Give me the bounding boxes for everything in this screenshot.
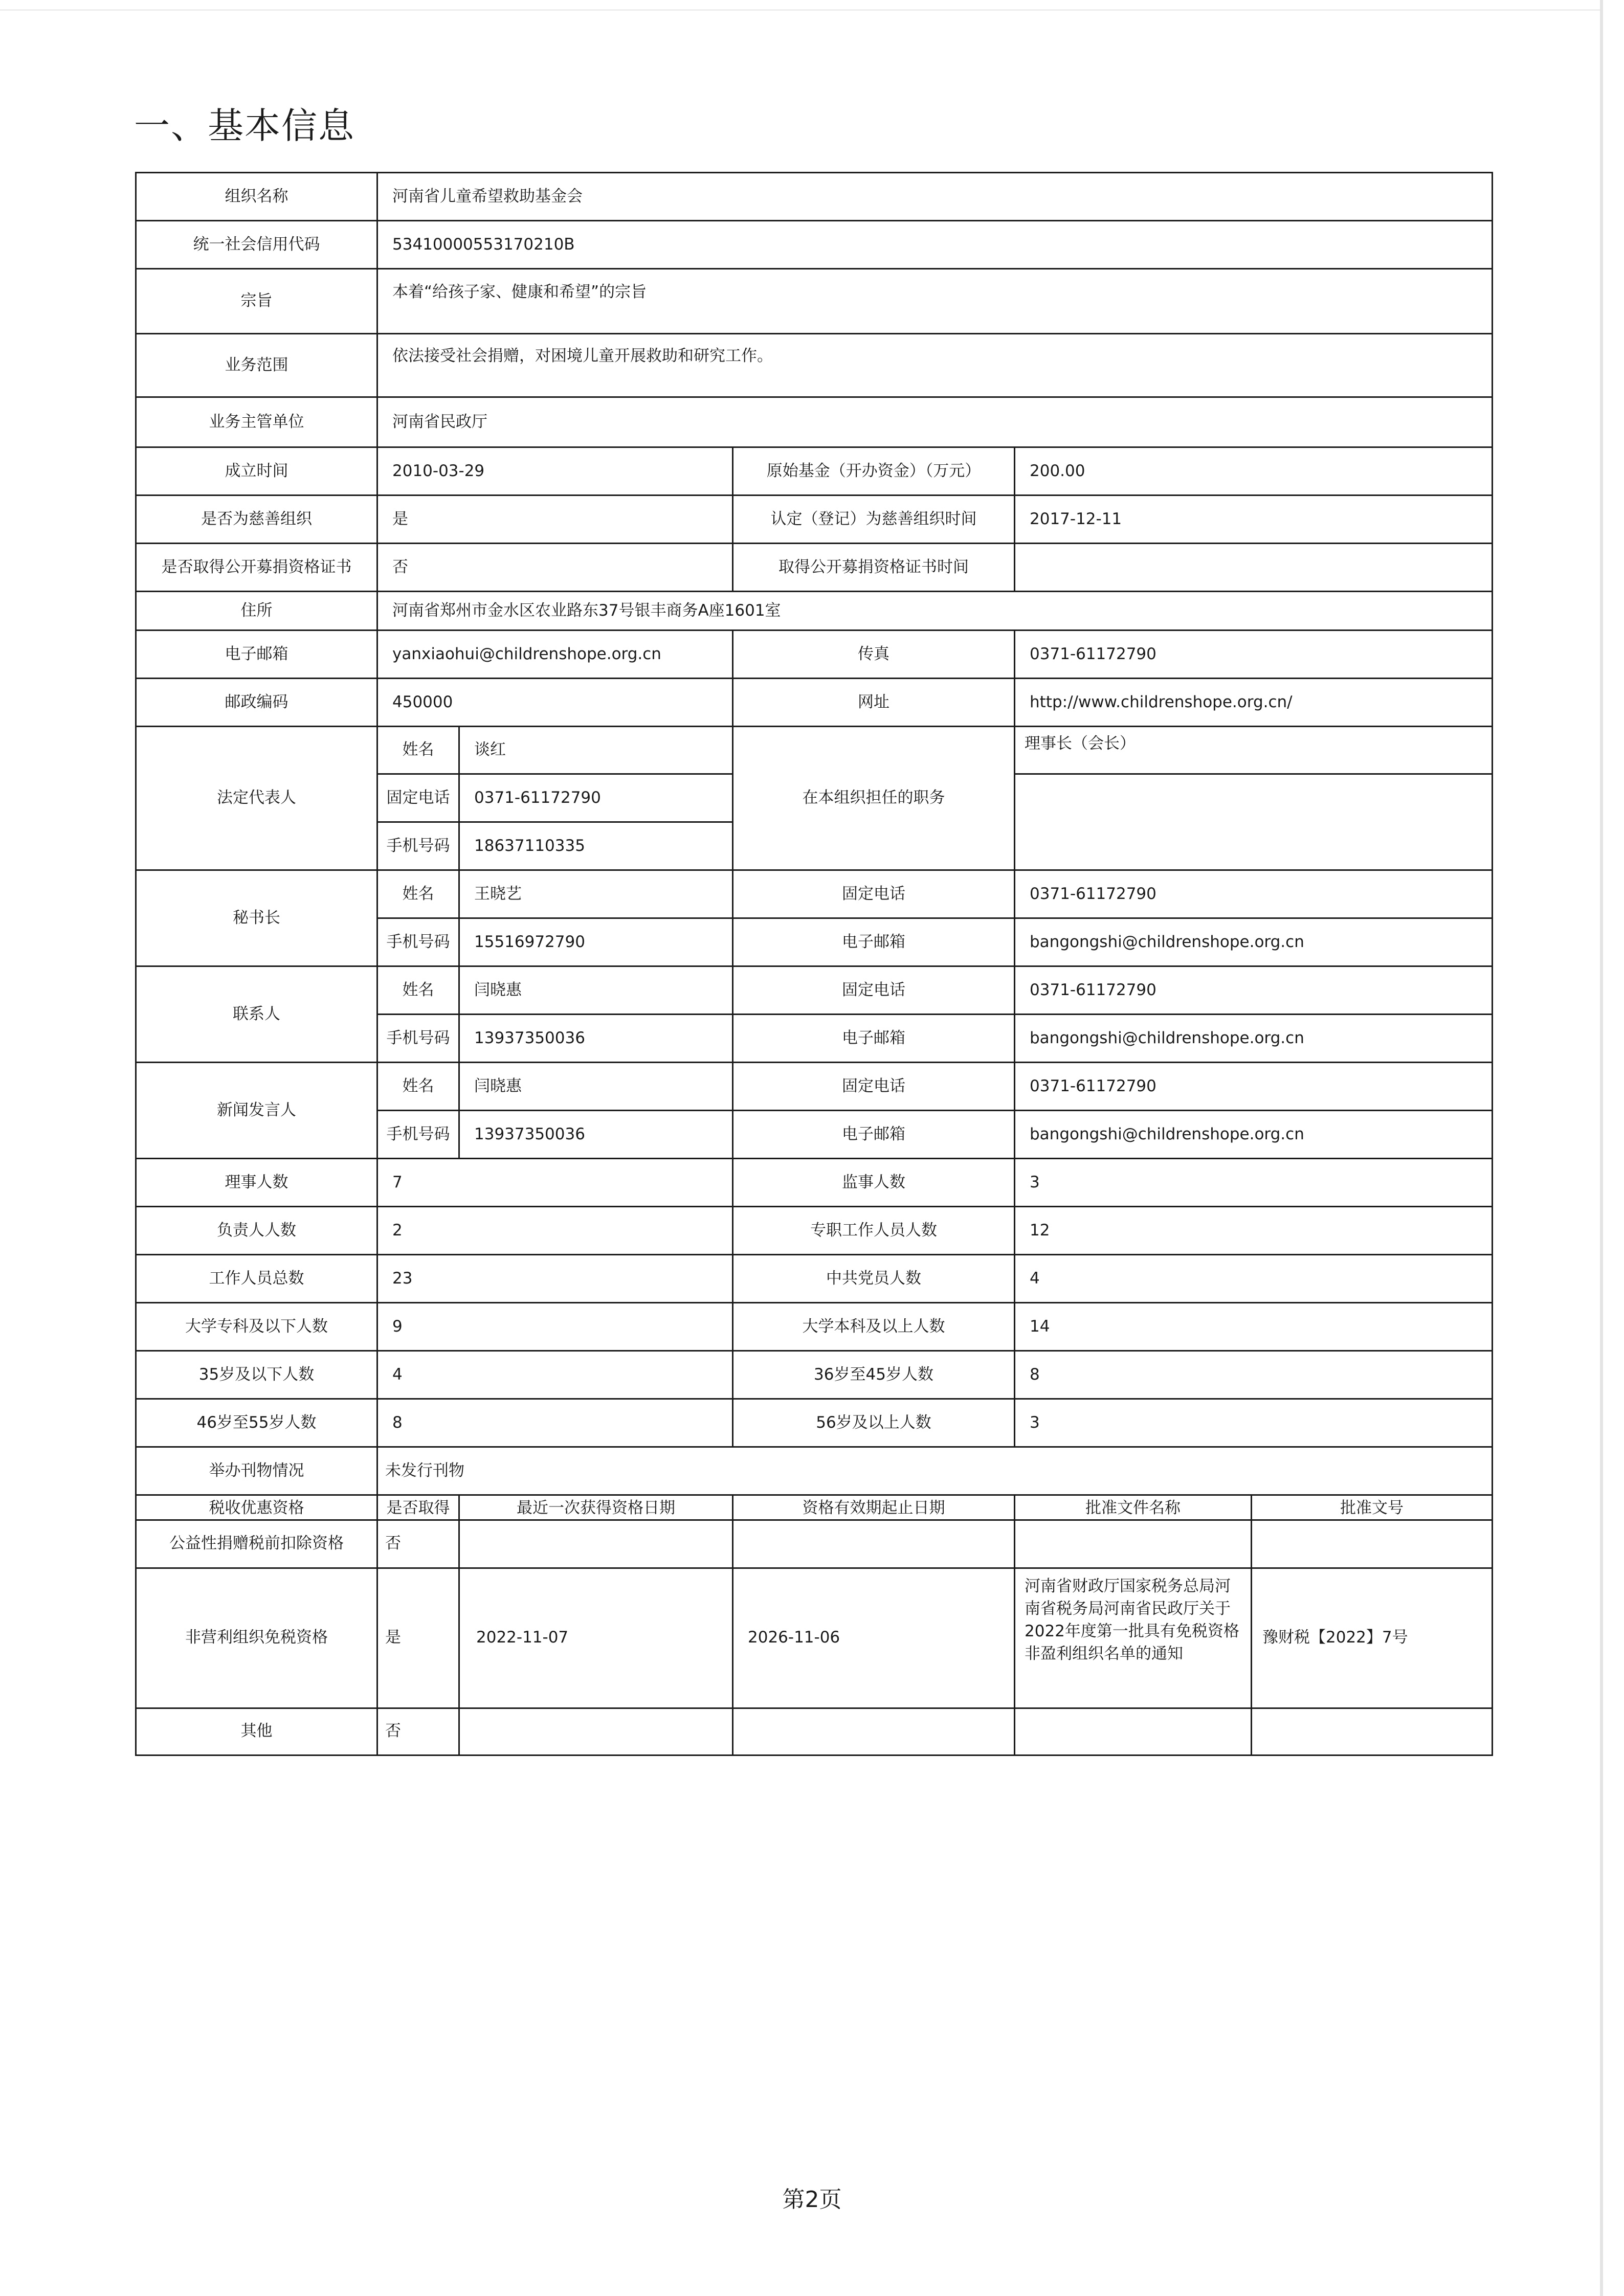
value-spokesperson-name: 闫晓惠 (459, 1063, 733, 1111)
row-secretary-1 (136, 870, 1493, 918)
value-fundraising-cert-date (1015, 544, 1493, 592)
label-legal-rep-landline: 固定电话 (377, 774, 459, 822)
value-pretax-approval-doc (1015, 1520, 1252, 1568)
value-age-36-45: 8 (1015, 1351, 1493, 1399)
value-exempt-validity-end: 2026-11-06 (733, 1568, 1015, 1708)
value-website: http://www.childrenshope.org.cn/ (1015, 679, 1493, 727)
row-other (136, 1708, 1493, 1755)
value-contact-mobile: 13937350036 (459, 1015, 733, 1063)
value-email: yanxiaohui@childrenshope.org.cn (377, 631, 733, 679)
row-credit-code (136, 221, 1493, 269)
value-legal-rep-mobile: 18637110335 (459, 822, 733, 870)
value-supervisor: 河南省民政厅 (377, 397, 1493, 447)
label-original-fund: 原始基金（开办资金）（万元） (733, 447, 1015, 496)
row-nonprofit-exempt (136, 1568, 1493, 1708)
row-age-1 (136, 1351, 1493, 1399)
label-nonprofit-exempt: 非营利组织免税资格 (136, 1568, 377, 1708)
label-spokesperson-email: 电子邮箱 (733, 1111, 1015, 1159)
row-total-staff (136, 1255, 1493, 1303)
label-business-scope: 业务范围 (136, 334, 377, 397)
label-leaders: 负责人人数 (136, 1207, 377, 1255)
value-pretax-obtained: 否 (377, 1520, 459, 1568)
value-pretax-validity-end (733, 1520, 1015, 1568)
value-total-staff: 23 (377, 1255, 733, 1303)
label-email: 电子邮箱 (136, 631, 377, 679)
value-supervisors: 3 (1015, 1159, 1493, 1207)
label-is-charity: 是否为慈善组织 (136, 496, 377, 544)
label-address: 住所 (136, 592, 377, 631)
label-tax-qualification: 税收优惠资格 (136, 1495, 377, 1520)
value-purpose: 本着“给孩子家、健康和希望”的宗旨 (377, 269, 1493, 334)
value-age-56-above: 3 (1015, 1399, 1493, 1447)
value-publications: 未发行刊物 (377, 1447, 1493, 1495)
row-tax-header (136, 1495, 1493, 1520)
value-age-46-55: 8 (377, 1399, 733, 1447)
value-credit-code: 53410000553170210B (377, 221, 1493, 269)
basic-info-table (135, 172, 1493, 1756)
value-contact-landline: 0371-61172790 (1015, 966, 1493, 1015)
value-org-name: 河南省儿童希望救助基金会 (377, 173, 1493, 221)
value-leaders: 2 (377, 1207, 733, 1255)
label-secretary-landline: 固定电话 (733, 870, 1015, 918)
value-spokesperson-mobile: 13937350036 (459, 1111, 733, 1159)
scan-edge-top (0, 9, 1600, 11)
label-age-46-55: 46岁至55岁人数 (136, 1399, 377, 1447)
label-legal-rep-mobile: 手机号码 (377, 822, 459, 870)
label-fundraising-cert: 是否取得公开募捐资格证书 (136, 544, 377, 592)
label-spokesperson: 新闻发言人 (136, 1063, 377, 1159)
label-secretary-mobile: 手机号码 (377, 918, 459, 966)
label-fulltime-staff: 专职工作人员人数 (733, 1207, 1015, 1255)
label-charity-date: 认定（登记）为慈善组织时间 (733, 496, 1015, 544)
value-exempt-latest-date: 2022-11-07 (459, 1568, 733, 1708)
label-org-name: 组织名称 (136, 173, 377, 221)
label-age-56-above: 56岁及以上人数 (733, 1399, 1015, 1447)
header-approval-no: 批准文号 (1252, 1495, 1493, 1520)
value-other-validity-end (733, 1708, 1015, 1755)
label-party-members: 中共党员人数 (733, 1255, 1015, 1303)
value-postcode: 450000 (377, 679, 733, 727)
value-secretary-mobile: 15516972790 (459, 918, 733, 966)
page-number: 第2页 (782, 2187, 842, 2213)
position-blank-cell (1015, 774, 1493, 870)
value-exempt-approval-no: 豫财税【2022】7号 (1252, 1568, 1493, 1708)
row-legal-rep-name (136, 727, 1493, 774)
value-is-charity: 是 (377, 496, 733, 544)
header-latest-date: 最近一次获得资格日期 (459, 1495, 733, 1520)
value-secretary-email: bangongshi@childrenshope.org.cn (1015, 918, 1493, 966)
value-spokesperson-email: bangongshi@childrenshope.org.cn (1015, 1111, 1493, 1159)
label-pretax-deduction: 公益性捐赠税前扣除资格 (136, 1520, 377, 1568)
row-email (136, 631, 1493, 679)
label-purpose: 宗旨 (136, 269, 377, 334)
label-spokesperson-name: 姓名 (377, 1063, 459, 1111)
label-founded: 成立时间 (136, 447, 377, 496)
value-legal-rep-landline: 0371-61172790 (459, 774, 733, 822)
value-fax: 0371-61172790 (1015, 631, 1493, 679)
value-legal-rep-position: 理事长（会长） (1015, 727, 1493, 774)
row-spokesperson-1 (136, 1063, 1493, 1111)
value-founded: 2010-03-29 (377, 447, 733, 496)
value-secretary-landline: 0371-61172790 (1015, 870, 1493, 918)
row-is-charity (136, 496, 1493, 544)
label-total-staff: 工作人员总数 (136, 1255, 377, 1303)
label-contact: 联系人 (136, 966, 377, 1063)
value-legal-rep-name: 谈红 (459, 727, 733, 774)
label-spokesperson-mobile: 手机号码 (377, 1111, 459, 1159)
label-fundraising-cert-date: 取得公开募捐资格证书时间 (733, 544, 1015, 592)
header-validity-end: 资格有效期起止日期 (733, 1495, 1015, 1520)
value-directors: 7 (377, 1159, 733, 1207)
row-leaders (136, 1207, 1493, 1255)
row-founded (136, 447, 1493, 496)
label-legal-rep-name: 姓名 (377, 727, 459, 774)
label-age-36-45: 36岁至45岁人数 (733, 1351, 1015, 1399)
row-age-2 (136, 1399, 1493, 1447)
value-fulltime-staff: 12 (1015, 1207, 1493, 1255)
value-pretax-approval-no (1252, 1520, 1493, 1568)
row-publications (136, 1447, 1493, 1495)
value-college-below: 9 (377, 1303, 733, 1351)
value-secretary-name: 王晓艺 (459, 870, 733, 918)
row-pretax-deduction (136, 1520, 1493, 1568)
value-bachelor-above: 14 (1015, 1303, 1493, 1351)
value-contact-email: bangongshi@childrenshope.org.cn (1015, 1015, 1493, 1063)
value-other-approval-no (1252, 1708, 1493, 1755)
row-purpose (136, 269, 1493, 334)
value-fundraising-cert: 否 (377, 544, 733, 592)
row-address (136, 592, 1493, 631)
section-title: 一、基本信息 (134, 105, 355, 147)
label-secretary: 秘书长 (136, 870, 377, 966)
label-college-below: 大学专科及以下人数 (136, 1303, 377, 1351)
label-directors: 理事人数 (136, 1159, 377, 1207)
row-business-scope (136, 334, 1493, 397)
header-obtained: 是否取得 (377, 1495, 459, 1520)
row-postcode (136, 679, 1493, 727)
label-age-35-below: 35岁及以下人数 (136, 1351, 377, 1399)
label-website: 网址 (733, 679, 1015, 727)
label-credit-code: 统一社会信用代码 (136, 221, 377, 269)
header-approval-doc: 批准文件名称 (1015, 1495, 1252, 1520)
value-original-fund: 200.00 (1015, 447, 1493, 496)
label-legal-rep: 法定代表人 (136, 727, 377, 870)
label-contact-landline: 固定电话 (733, 966, 1015, 1015)
value-exempt-approval-doc: 河南省财政厅国家税务总局河南省税务局河南省民政厅关于2022年度第一批具有免税资格非盈利组织名单的通知 (1015, 1568, 1252, 1708)
row-supervisor (136, 397, 1493, 447)
value-charity-date: 2017-12-11 (1015, 496, 1493, 544)
label-other: 其他 (136, 1708, 377, 1755)
label-secretary-email: 电子邮箱 (733, 918, 1015, 966)
label-fax: 传真 (733, 631, 1015, 679)
value-pretax-latest-date (459, 1520, 733, 1568)
row-directors (136, 1159, 1493, 1207)
row-contact-1 (136, 966, 1493, 1015)
label-secretary-name: 姓名 (377, 870, 459, 918)
row-org-name (136, 173, 1493, 221)
label-bachelor-above: 大学本科及以上人数 (733, 1303, 1015, 1351)
label-contact-mobile: 手机号码 (377, 1015, 459, 1063)
value-other-latest-date (459, 1708, 733, 1755)
value-contact-name: 闫晓惠 (459, 966, 733, 1015)
value-business-scope: 依法接受社会捐赠，对困境儿童开展救助和研究工作。 (377, 334, 1493, 397)
scan-edge-right (1600, 0, 1603, 2296)
label-publications: 举办刊物情况 (136, 1447, 377, 1495)
label-spokesperson-landline: 固定电话 (733, 1063, 1015, 1111)
value-other-approval-doc (1015, 1708, 1252, 1755)
row-education (136, 1303, 1493, 1351)
label-postcode: 邮政编码 (136, 679, 377, 727)
label-contact-email: 电子邮箱 (733, 1015, 1015, 1063)
value-party-members: 4 (1015, 1255, 1493, 1303)
value-age-35-below: 4 (377, 1351, 733, 1399)
label-supervisors: 监事人数 (733, 1159, 1015, 1207)
value-other-obtained: 否 (377, 1708, 459, 1755)
value-address: 河南省郑州市金水区农业路东37号银丰商务A座1601室 (377, 592, 1493, 631)
label-contact-name: 姓名 (377, 966, 459, 1015)
label-supervisor: 业务主管单位 (136, 397, 377, 447)
value-exempt-obtained: 是 (377, 1568, 459, 1708)
row-fundraising-cert (136, 544, 1493, 592)
value-spokesperson-landline: 0371-61172790 (1015, 1063, 1493, 1111)
label-position-in-org: 在本组织担任的职务 (733, 727, 1015, 870)
